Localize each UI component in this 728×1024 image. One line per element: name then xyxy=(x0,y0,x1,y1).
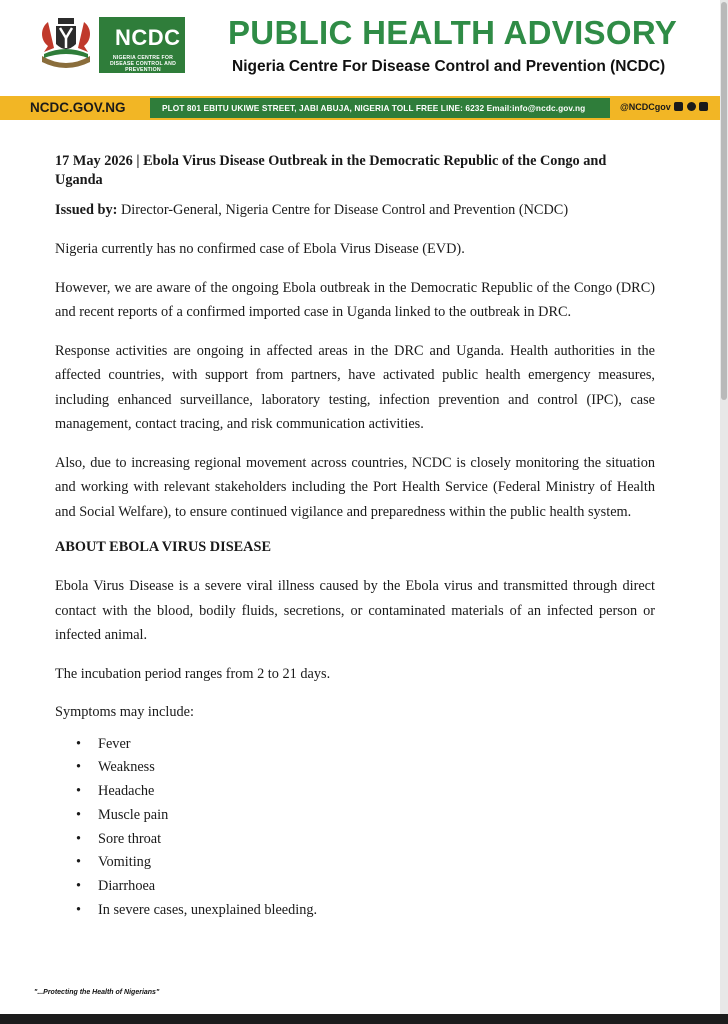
address-strip xyxy=(150,98,610,118)
page-subtitle: Nigeria Centre For Disease Control and Prevention (NCDC) xyxy=(232,58,666,75)
symptom-text: Weakness xyxy=(98,759,155,776)
list-item xyxy=(55,828,655,852)
paragraph: Also, due to increasing regional movement across countries, NCDC is closely monitoring the situation and working with relevant stakeholders including the Port Health Service (Federal Ministry of Health and Social Welfare), to ensure continued vigilance and preparedness within the public health system. xyxy=(55,454,655,520)
paragraph: The incubation period ranges from 2 to 21 days. xyxy=(55,665,331,682)
bullet: • xyxy=(76,878,82,895)
list-item xyxy=(55,780,655,804)
scrollbar-thumb[interactable] xyxy=(721,2,727,400)
facebook-icon xyxy=(674,102,683,111)
advisory-body xyxy=(55,152,655,923)
issued-by-line xyxy=(55,201,655,220)
bullet: • xyxy=(76,759,82,776)
address-text: PLOT 801 EBITU UKIWE STREET, JABI ABUJA, NIGERIA TOLL FREE LINE: 6232 Email:info@ncdc.gov.ng xyxy=(162,103,586,113)
list-item xyxy=(55,875,655,899)
section-heading: ABOUT EBOLA VIRUS DISEASE xyxy=(55,539,271,555)
list-item xyxy=(55,899,655,923)
list-item xyxy=(55,851,655,875)
page-title: PUBLIC HEALTH ADVISORY xyxy=(228,14,678,51)
coat-of-arms-logo xyxy=(34,14,98,72)
bullet: • xyxy=(76,902,82,919)
symptom-text: Diarrhoea xyxy=(98,878,156,895)
social-handle: @NCDCgov xyxy=(620,102,671,112)
bullet: • xyxy=(76,783,82,800)
bullet: • xyxy=(76,830,82,847)
footer-tagline: "...Protecting the Health of Nigerians" xyxy=(34,989,160,996)
bullet: • xyxy=(76,854,82,871)
vertical-scrollbar[interactable] xyxy=(720,0,728,1014)
issued-value: Director-General, Nigeria Centre for Disease Control and Prevention (NCDC) xyxy=(117,202,569,218)
paragraph: Ebola Virus Disease is a severe viral illness caused by the Ebola virus and transmitted through direct contact with the blood, bodily fluids, secretions, or contaminated materials of an infected person or infected animal. xyxy=(55,578,655,643)
paragraph: Symptoms may include: xyxy=(55,704,194,720)
paragraph: However, we are aware of the ongoing Ebola outbreak in the Democratic Republic of the Congo (DRC) and recent reports of a confirmed imported case in Uganda linked to the outbreak in DRC. xyxy=(55,279,655,320)
ncdc-logo xyxy=(99,17,185,73)
twitter-icon xyxy=(687,102,696,111)
paragraph: Response activities are ongoing in affected areas in the DRC and Uganda. Health authorities in the affected countries, with support from partners, have activated public health emergency measures, including enhanced surveillance, laboratory testing, infection prevention and control (IPC), case management, contact tracing, and risk communication activities. xyxy=(55,342,655,432)
instagram-icon xyxy=(699,102,708,111)
list-item xyxy=(55,756,655,780)
social-links xyxy=(620,102,708,112)
list-item xyxy=(55,733,655,757)
logo-text: NCDC xyxy=(115,25,181,50)
symptom-text: Fever xyxy=(98,735,131,752)
symptom-text: Muscle pain xyxy=(98,806,169,823)
issued-label: Issued by: xyxy=(55,202,118,218)
symptom-text: Headache xyxy=(98,783,155,800)
advisory-heading: 17 May 2026 | Ebola Virus Disease Outbreak in the Democratic Republic of the Congo and Uganda xyxy=(55,153,607,188)
contact-banner xyxy=(0,96,720,120)
symptom-text: Vomiting xyxy=(98,854,151,871)
symptom-text: Sore throat xyxy=(98,830,162,847)
symptom-text: In severe cases, unexplained bleeding. xyxy=(98,902,318,919)
paragraph: Nigeria currently has no confirmed case of Ebola Virus Disease (EVD). xyxy=(55,241,465,257)
logo-subtext: NIGERIA CENTRE FOR DISEASE CONTROL AND PREVENTION xyxy=(109,55,177,73)
bullet: • xyxy=(76,806,82,823)
symptom-list xyxy=(55,733,655,923)
website-label: NCDC.GOV.NG xyxy=(30,100,126,115)
bullet: • xyxy=(76,735,82,752)
list-item xyxy=(55,804,655,828)
